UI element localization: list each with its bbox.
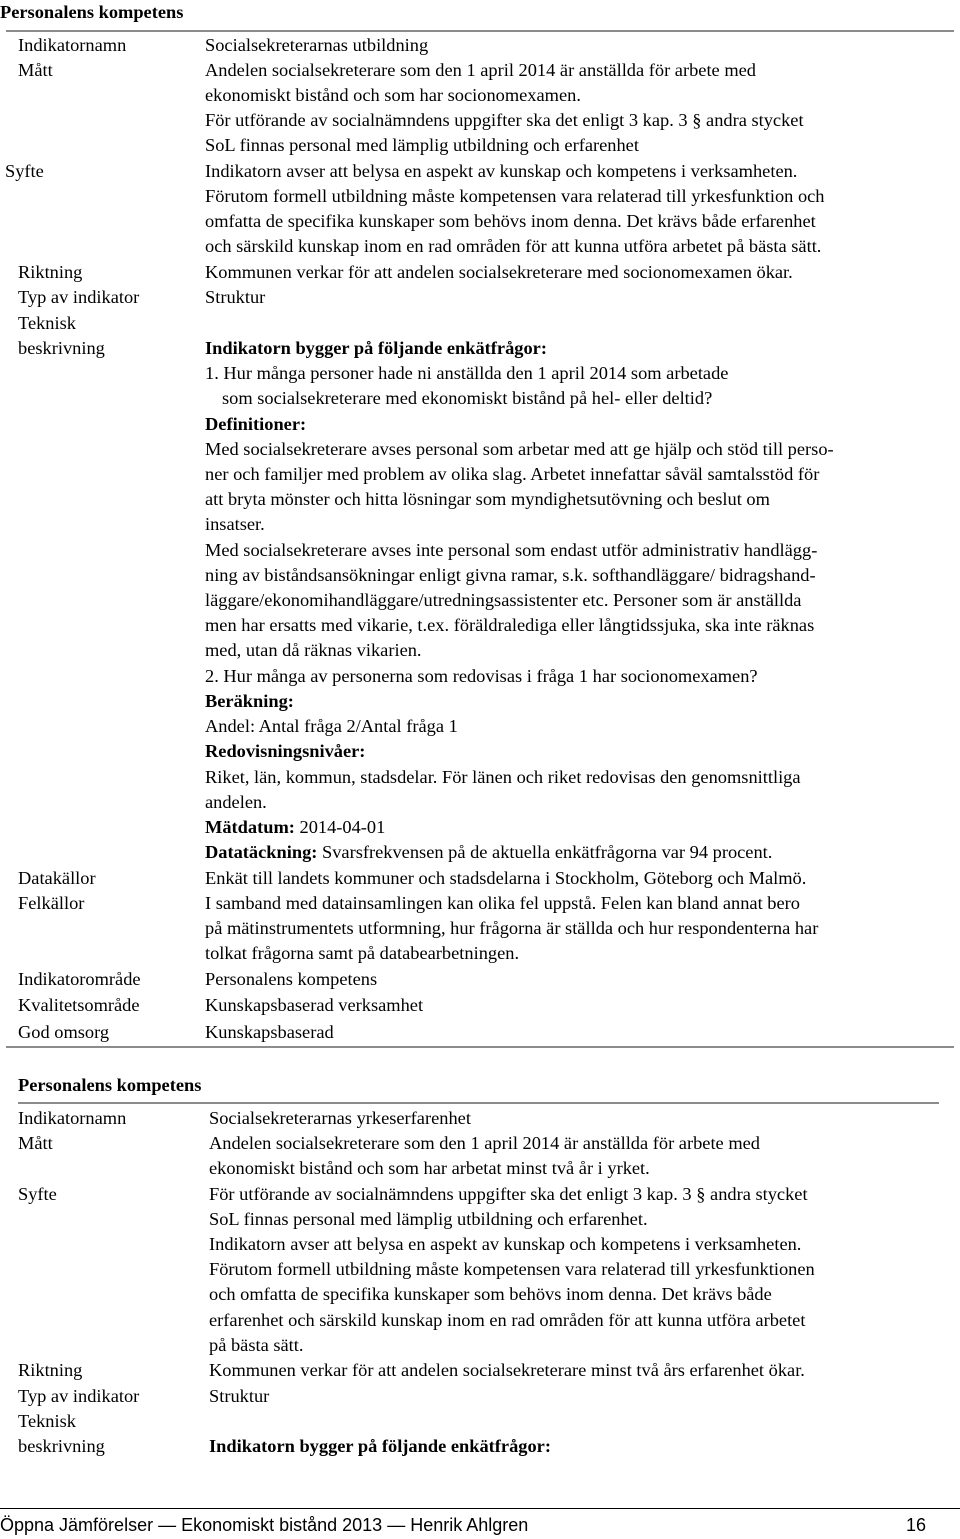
label-riktning-2: Riktning (18, 1360, 83, 1380)
label-teknisk: Teknisk (18, 313, 76, 333)
datatackning-value: Svarsfrekvensen på de aktuella enkätfrågorna var 94 procent. (317, 842, 773, 862)
value-syfte-2-line3: Indikatorn avser att belysa en aspekt av kunskap och kompetens i verksamheten. (209, 1234, 802, 1254)
tech-heading-2: Indikatorn bygger på följande enkätfrågor: (209, 1436, 551, 1456)
value-typ: Struktur (205, 287, 266, 307)
section-rule-top-1 (6, 30, 954, 32)
label-beskrivning: beskrivning (18, 338, 105, 358)
label-teknisk-2: Teknisk (18, 1411, 76, 1431)
definition-1-line4: insatser. (205, 514, 265, 534)
value-syfte-line3: Indikatorn avser att belysa en aspekt av kunskap och kompetens i verksamheten. (205, 161, 798, 181)
definition-2-line1: Med socialsekreterare avses inte personal som endast utför administrativ handlägg- (205, 540, 818, 560)
label-indikatornamn: Indikatornamn (18, 35, 127, 55)
datatackning (205, 840, 772, 865)
footer-text: Öppna Jämförelser — Ekonomiskt bistånd 2013 — Henrik Ahlgren (0, 1515, 529, 1535)
label-matt: Mått (18, 60, 53, 80)
berakning-heading: Beräkning: (205, 691, 294, 711)
label-indikatoromrade: Indikatorområde (18, 969, 141, 989)
datatackning-label: Datatäckning: (205, 842, 318, 862)
matdatum-value: 2014-04-01 (294, 817, 386, 837)
footer-rule (0, 1508, 960, 1509)
section-sign-2: § (696, 1184, 706, 1204)
value-felkallor-line3: tolkat frågorna samt på databearbetningen. (205, 943, 520, 963)
tech-heading: Indikatorn bygger på följande enkätfrågor: (205, 338, 547, 358)
syfte2-text-b: andra stycket (705, 1184, 808, 1204)
label-typ: Typ av indikator (18, 287, 140, 307)
question-2: 2. Hur många av personerna som redovisas i fråga 1 har socionomexamen? (205, 666, 758, 686)
value-syfte-line6: och särskild kunskap inom en rad områden för att kunna utföra arbetet på bästa sätt. (205, 236, 822, 256)
label-typ-2: Typ av indikator (18, 1386, 140, 1406)
value-indikatornamn-2: Socialsekreterarnas yrkeserfarenhet (209, 1108, 471, 1128)
question-1-line2: som socialsekreterare med ekonomiskt bistånd på hel- eller deltid? (222, 388, 713, 408)
section-title-1: Personalens kompetens (0, 2, 184, 22)
label-god-omsorg: God omsorg (18, 1022, 110, 1042)
definition-1-line1: Med socialsekreterare avses personal som arbetar med att ge hjälp och stöd till perso- (205, 439, 834, 459)
value-syfte-2-line7: på bästa sätt. (209, 1335, 304, 1355)
redovisning-line2: andelen. (205, 792, 267, 812)
value-matt-2-line1: Andelen socialsekreterare som den 1 april 2014 är anställda för arbete med (209, 1133, 760, 1153)
matdatum (205, 815, 385, 840)
section-rule-top-2 (18, 1102, 939, 1104)
value-indikatoromrade: Personalens kompetens (205, 969, 378, 989)
redovisning-line1: Riket, län, kommun, stadsdelar. För länen och riket redovisas den genomsnittliga (205, 767, 801, 787)
value-syfte-2-line1 (209, 1182, 808, 1207)
label-felkallor: Felkällor (18, 893, 85, 913)
section-sign: § (692, 110, 702, 130)
question-1-line1: 1. Hur många personer hade ni anställda den 1 april 2014 som arbetade (205, 363, 729, 383)
definition-2-line5: med, utan då räknas vikarien. (205, 640, 422, 660)
syfte2-text-a: För utförande av socialnämndens uppgifter ska det enligt 3 kap. 3 (209, 1184, 697, 1204)
label-matt-2: Mått (18, 1133, 53, 1153)
value-matt-line2: ekonomiskt bistånd och som har socionomexamen. (205, 85, 581, 105)
label-riktning: Riktning (18, 262, 83, 282)
value-syfte-2-line6: erfarenhet och särskild kunskap inom en rad områden för att kunna utföra arbetet (209, 1310, 806, 1330)
value-indikatornamn: Socialsekreterarnas utbildning (205, 35, 429, 55)
label-datakallor: Datakällor (18, 868, 96, 888)
label-syfte: Syfte (5, 161, 44, 181)
definition-2-line2: ning av biståndsansökningar enligt givna ramar, s.k. softhandläggare/ bidragshand- (205, 565, 816, 585)
section-title-2: Personalens kompetens (18, 1075, 202, 1095)
value-kvalitetsomrade: Kunskapsbaserad verksamhet (205, 995, 424, 1015)
section-rule-bottom-1 (6, 1046, 954, 1048)
value-riktning-2: Kommunen verkar för att andelen socialsekreterare minst två års erfarenhet ökar. (209, 1360, 805, 1380)
redovisning-heading: Redovisningsnivåer: (205, 741, 366, 761)
definition-2-line4: men har ersatts med vikarie, t.ex. föräldralediga eller långtidssjuka, ska inte räknas (205, 615, 815, 635)
value-syfte-line1 (205, 108, 804, 133)
value-syfte-line5: omfatta de specifika kunskaper som behövs inom denna. Det krävs både erfarenhet (205, 211, 816, 231)
value-matt-2-line2: ekonomiskt bistånd och som har arbetat minst två år i yrket. (209, 1158, 650, 1178)
value-syfte-2-line5: och omfatta de specifika kunskaper som behövs inom denna. Det krävs både (209, 1284, 772, 1304)
value-syfte-2-line4: Förutom formell utbildning måste kompetensen vara relaterad till yrkesfunktionen (209, 1259, 815, 1279)
value-matt-line1: Andelen socialsekreterare som den 1 april 2014 är anställda för arbete med (205, 60, 756, 80)
definition-1-line3: att bryta mönster och hitta lösningar som myndighetsutövning och beslut om (205, 489, 770, 509)
berakning-value: Andel: Antal fråga 2/Antal fråga 1 (205, 716, 458, 736)
value-datakallor: Enkät till landets kommuner och stadsdelarna i Stockholm, Göteborg och Malmö. (205, 868, 807, 888)
matdatum-label: Mätdatum: (205, 817, 295, 837)
value-syfte-line2: SoL finnas personal med lämplig utbildning och erfarenhet (205, 135, 639, 155)
definitions-heading: Definitioner: (205, 414, 307, 434)
value-syfte-line4: Förutom formell utbildning måste kompetensen vara relaterad till yrkesfunktion och (205, 186, 825, 206)
label-beskrivning-2: beskrivning (18, 1436, 105, 1456)
label-syfte-2: Syfte (18, 1184, 57, 1204)
value-felkallor-line1: I samband med datainsamlingen kan olika fel uppstå. Felen kan bland annat bero (205, 893, 800, 913)
value-riktning: Kommunen verkar för att andelen socialsekreterare med socionomexamen ökar. (205, 262, 793, 282)
value-god-omsorg: Kunskapsbaserad (205, 1022, 334, 1042)
value-syfte-2-line2: SoL finnas personal med lämplig utbildning och erfarenhet. (209, 1209, 648, 1229)
definition-2-line3: läggare/ekonomihandläggare/utredningsassistenter etc. Personer som är anställda (205, 590, 802, 610)
syfte-text-a: För utförande av socialnämndens uppgifter ska det enligt 3 kap. 3 (205, 110, 693, 130)
syfte-text-b: andra stycket (701, 110, 804, 130)
value-felkallor-line2: på mätinstrumentets utformning, hur frågorna är ställda och hur respondenterna har (205, 918, 819, 938)
definition-1-line2: ner och familjer med problem av olika slag. Arbetet innefattar såväl samtalsstöd för (205, 464, 820, 484)
label-indikatornamn-2: Indikatornamn (18, 1108, 127, 1128)
value-typ-2: Struktur (209, 1386, 270, 1406)
label-kvalitetsomrade: Kvalitetsområde (18, 995, 140, 1015)
page-number: 16 (906, 1515, 927, 1535)
